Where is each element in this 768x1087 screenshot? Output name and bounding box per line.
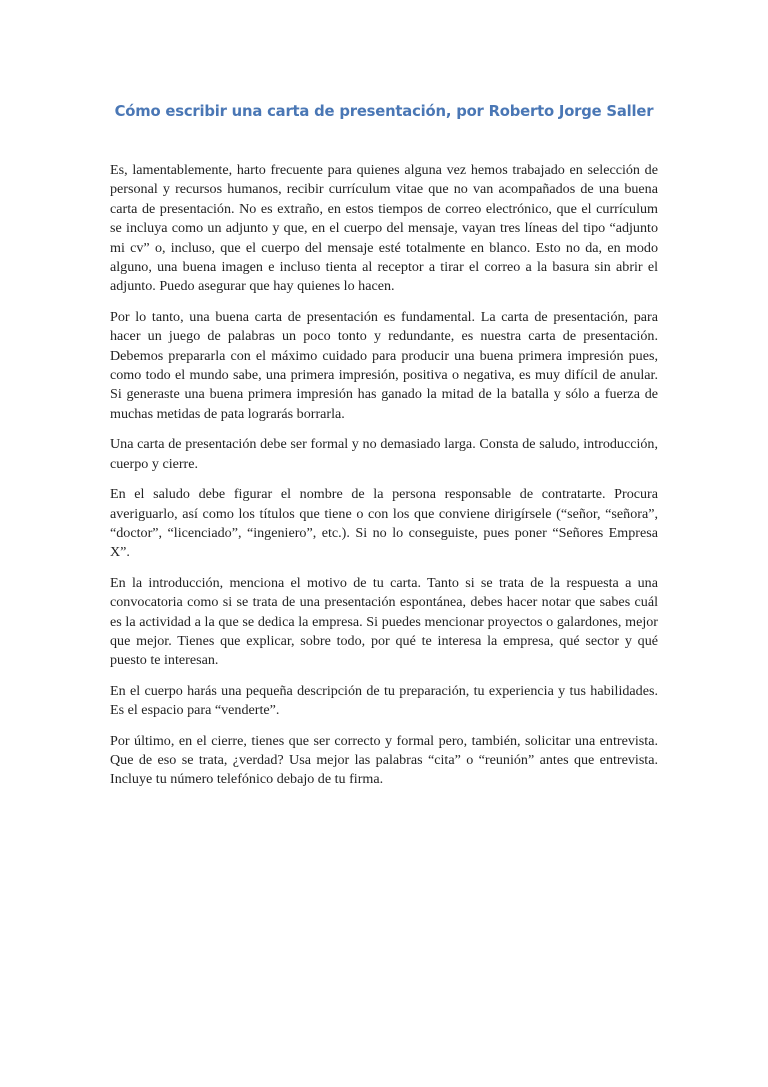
document-title: Cómo escribir una carta de presentación, por Roberto Jorge Saller — [114, 103, 654, 120]
paragraph-intro: Es, lamentablemente, harto frecuente para quienes alguna vez hemos trabajado en selección de personal y recursos humanos, recibir currículum vitae que no van acompañados de una buena carta de presentación. No es extraño, en estos tiempos de correo electrónico, que el currículum se incluya como un adjunto y que, en el cuerpo del mensaje, vayan tres líneas del tipo “adjunto mi cv” o, incluso, que el cuerpo del mensaje esté totalmente en blanco. Esto no da, en modo alguno, una buena imagen e incluso tienta al receptor a tirar el correo a la basura sin abrir el adjunto. Puedo asegurar que hay quienes lo hacen. — [110, 162, 658, 295]
document-body — [110, 161, 658, 801]
paragraph-greeting: En el saludo debe figurar el nombre de la persona responsable de contratarte. Procura averiguarlo, así como los títulos que tiene o con los que conviene dirigírsele (“señor, “señora”, “doctor”, “licenciado”, “ingeniero”, etc.). Si no lo conseguiste, pues poner “Señores Empresa X”. — [110, 486, 658, 561]
paragraph-structure: Una carta de presentación debe ser formal y no demasiado larga. Consta de saludo, introducción, cuerpo y cierre. — [110, 436, 658, 472]
paragraph-body: En el cuerpo harás una pequeña descripción de tu preparación, tu experiencia y tus habilidades. Es el espacio para “venderte”. — [110, 682, 658, 719]
paragraph-closing: Por último, en el cierre, tienes que ser correcto y formal pero, también, solicitar una entrevista. Que de eso se trata, ¿verdad? Usa mejor las palabras “cita” o “reunión” antes que entrevista. Incluye tu número telefónico debajo de tu firma. — [110, 732, 658, 788]
paragraph-importance: Por lo tanto, una buena carta de presentación es fundamental. La carta de presentación, para hacer un juego de palabras un poco tonto y redundante, es nuestra carta de presentación. Debemos prepararla con el máximo cuidado para producir una buena primera impresión pues, como todo el mundo sabe, una primera impresión, positiva o negativa, es muy difícil de anular. Si generaste una buena primera impresión has ganado la mitad de la batalla y sólo a fuerza de muchas metidas de pata lograrás borrarla. — [110, 308, 658, 422]
paragraph-introduction: En la introducción, menciona el motivo de tu carta. Tanto si se trata de la respuesta a una convocatoria como si se trata de una presentación espontánea, debes hacer notar que sabes cuál es la actividad a la que se dedica la empresa. Si puedes mencionar proyectos o galardones, mejor que mejor. Tienes que explicar, sobre todo, por qué te interesa la empresa, qué sector y qué puesto te interesan. — [110, 574, 658, 669]
